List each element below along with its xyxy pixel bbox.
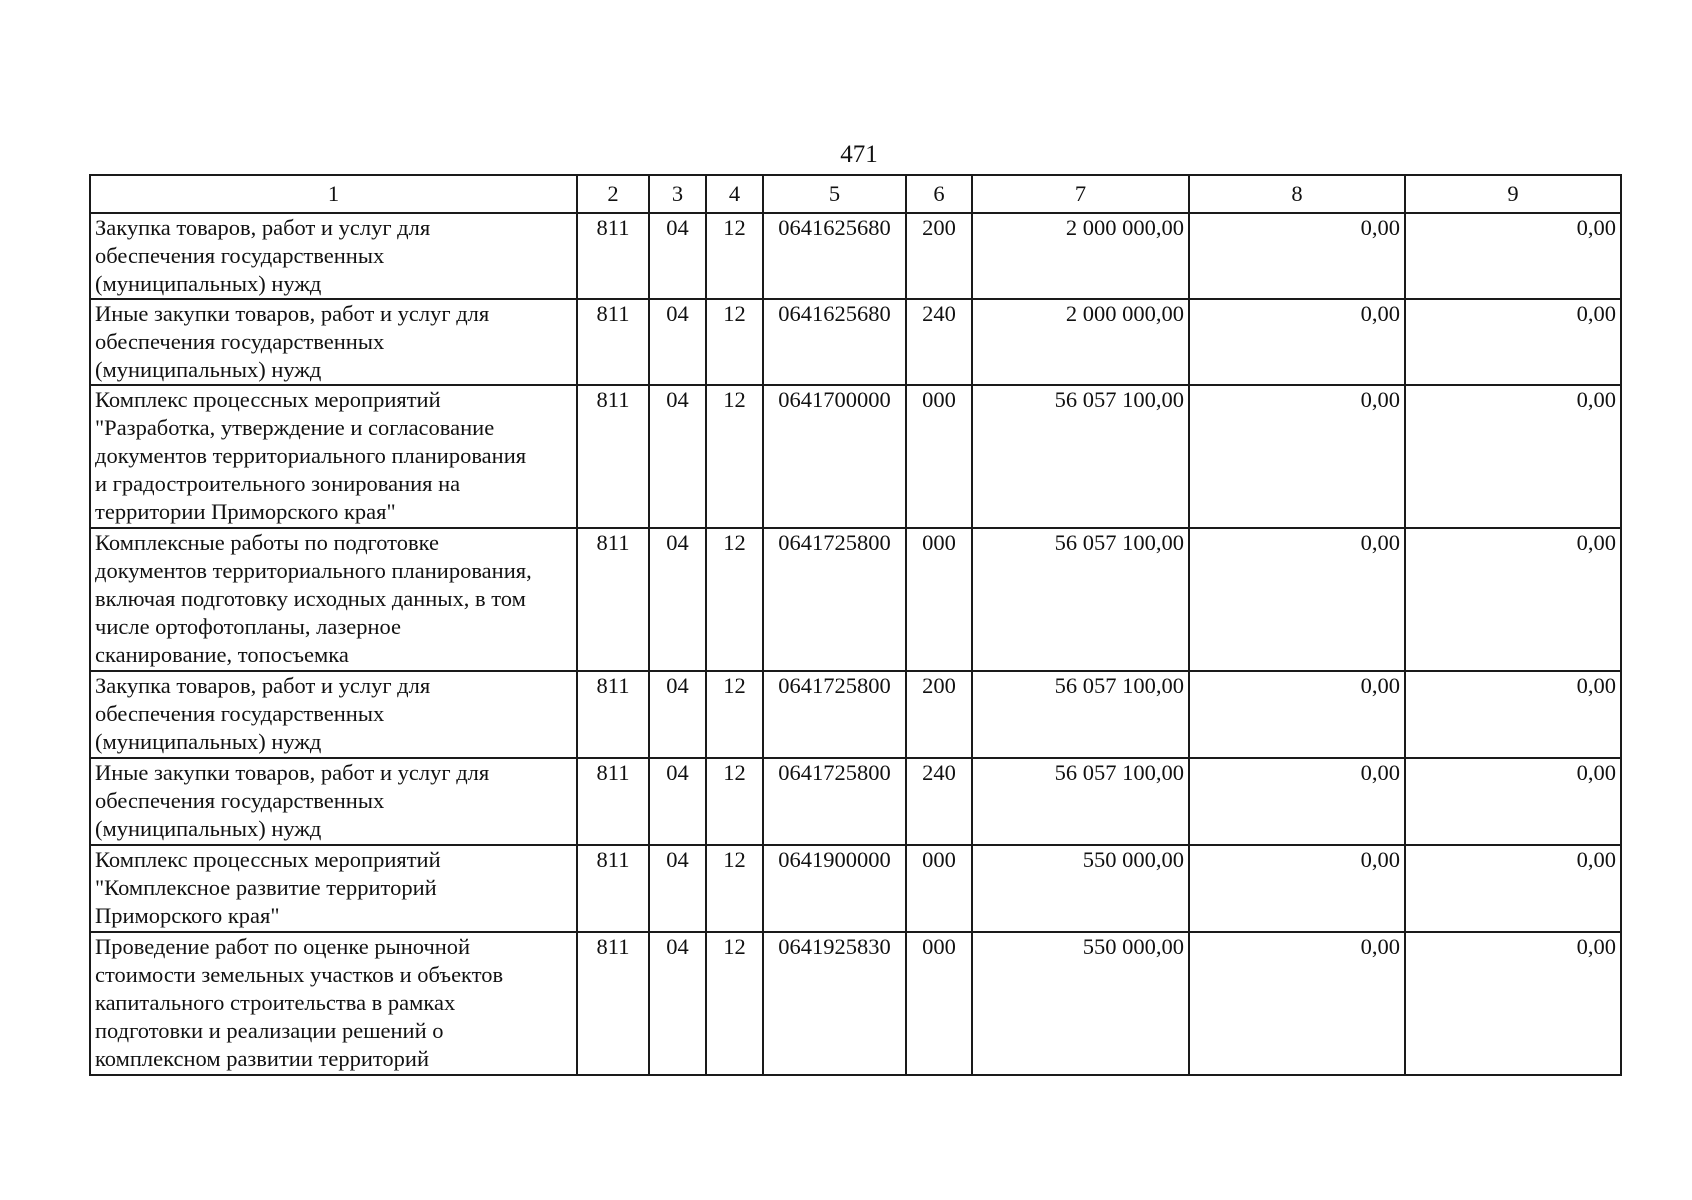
amount-cell: 0,00 xyxy=(1405,932,1621,1075)
table-row xyxy=(90,213,1621,299)
table-row xyxy=(90,299,1621,385)
table-row xyxy=(90,845,1621,932)
amount-cell: 56 057 100,00 xyxy=(972,528,1189,671)
code-cell: 12 xyxy=(706,385,763,528)
code-cell: 000 xyxy=(906,932,972,1075)
code-cell: 811 xyxy=(577,758,649,845)
code-cell: 200 xyxy=(906,213,972,299)
amount-cell: 0,00 xyxy=(1189,528,1405,671)
row-description: Иные закупки товаров, работ и услуг для обеспечения государственных (муниципальных) нужд xyxy=(90,299,577,385)
amount-cell: 550 000,00 xyxy=(972,845,1189,932)
code-cell: 04 xyxy=(649,671,706,758)
code-cell: 04 xyxy=(649,299,706,385)
code-cell: 0641625680 xyxy=(763,299,906,385)
table-row xyxy=(90,385,1621,528)
code-cell: 12 xyxy=(706,213,763,299)
column-header: 5 xyxy=(763,175,906,213)
code-cell: 811 xyxy=(577,845,649,932)
table-row xyxy=(90,528,1621,671)
amount-cell: 0,00 xyxy=(1189,671,1405,758)
code-cell: 0641725800 xyxy=(763,758,906,845)
code-cell: 04 xyxy=(649,845,706,932)
code-cell: 0641725800 xyxy=(763,671,906,758)
code-cell: 04 xyxy=(649,758,706,845)
row-description: Комплекс процессных мероприятий "Разработка, утверждение и согласование документов территориального планирования и градостроительного зонирования на территории Приморского края" xyxy=(90,385,577,528)
code-cell: 0641700000 xyxy=(763,385,906,528)
amount-cell: 2 000 000,00 xyxy=(972,299,1189,385)
row-description: Проведение работ по оценке рыночной стоимости земельных участков и объектов капитального строительства в рамках подготовки и реализации решений о комплексном развитии территорий xyxy=(90,932,577,1075)
column-header: 9 xyxy=(1405,175,1621,213)
amount-cell: 0,00 xyxy=(1405,299,1621,385)
column-header: 1 xyxy=(90,175,577,213)
amount-cell: 0,00 xyxy=(1405,845,1621,932)
column-header: 2 xyxy=(577,175,649,213)
code-cell: 12 xyxy=(706,845,763,932)
code-cell: 12 xyxy=(706,671,763,758)
code-cell: 240 xyxy=(906,299,972,385)
code-cell: 0641625680 xyxy=(763,213,906,299)
amount-cell: 0,00 xyxy=(1405,758,1621,845)
amount-cell: 0,00 xyxy=(1405,671,1621,758)
code-cell: 811 xyxy=(577,385,649,528)
code-cell: 811 xyxy=(577,671,649,758)
amount-cell: 0,00 xyxy=(1405,385,1621,528)
code-cell: 240 xyxy=(906,758,972,845)
code-cell: 0641925830 xyxy=(763,932,906,1075)
header-row xyxy=(90,175,1621,213)
amount-cell: 0,00 xyxy=(1405,528,1621,671)
code-cell: 04 xyxy=(649,213,706,299)
amount-cell: 0,00 xyxy=(1189,932,1405,1075)
code-cell: 0641725800 xyxy=(763,528,906,671)
table-row xyxy=(90,671,1621,758)
code-cell: 200 xyxy=(906,671,972,758)
amount-cell: 0,00 xyxy=(1189,758,1405,845)
amount-cell: 550 000,00 xyxy=(972,932,1189,1075)
column-header: 8 xyxy=(1189,175,1405,213)
code-cell: 811 xyxy=(577,299,649,385)
budget-table xyxy=(89,174,1622,1076)
code-cell: 000 xyxy=(906,845,972,932)
amount-cell: 0,00 xyxy=(1189,213,1405,299)
code-cell: 12 xyxy=(706,528,763,671)
row-description: Закупка товаров, работ и услуг для обеспечения государственных (муниципальных) нужд xyxy=(90,671,577,758)
column-header: 6 xyxy=(906,175,972,213)
page-number: 471 xyxy=(840,141,878,168)
column-header: 7 xyxy=(972,175,1189,213)
code-cell: 12 xyxy=(706,758,763,845)
amount-cell: 0,00 xyxy=(1189,299,1405,385)
code-cell: 04 xyxy=(649,385,706,528)
code-cell: 12 xyxy=(706,932,763,1075)
code-cell: 811 xyxy=(577,528,649,671)
amount-cell: 0,00 xyxy=(1189,385,1405,528)
code-cell: 811 xyxy=(577,932,649,1075)
code-cell: 04 xyxy=(649,932,706,1075)
code-cell: 04 xyxy=(649,528,706,671)
code-cell: 811 xyxy=(577,213,649,299)
column-header: 3 xyxy=(649,175,706,213)
amount-cell: 2 000 000,00 xyxy=(972,213,1189,299)
code-cell: 12 xyxy=(706,299,763,385)
row-description: Закупка товаров, работ и услуг для обеспечения государственных (муниципальных) нужд xyxy=(90,213,577,299)
row-description: Иные закупки товаров, работ и услуг для обеспечения государственных (муниципальных) нужд xyxy=(90,758,577,845)
table-row xyxy=(90,932,1621,1075)
row-description: Комплекс процессных мероприятий "Комплексное развитие территорий Приморского края" xyxy=(90,845,577,932)
column-header: 4 xyxy=(706,175,763,213)
amount-cell: 56 057 100,00 xyxy=(972,671,1189,758)
table-row xyxy=(90,758,1621,845)
row-description: Комплексные работы по подготовке документов территориального планирования, включая подготовку исходных данных, в том числе ортофотопланы, лазерное сканирование, топосъемка xyxy=(90,528,577,671)
amount-cell: 56 057 100,00 xyxy=(972,385,1189,528)
code-cell: 000 xyxy=(906,528,972,671)
code-cell: 0641900000 xyxy=(763,845,906,932)
amount-cell: 56 057 100,00 xyxy=(972,758,1189,845)
amount-cell: 0,00 xyxy=(1405,213,1621,299)
code-cell: 000 xyxy=(906,385,972,528)
amount-cell: 0,00 xyxy=(1189,845,1405,932)
